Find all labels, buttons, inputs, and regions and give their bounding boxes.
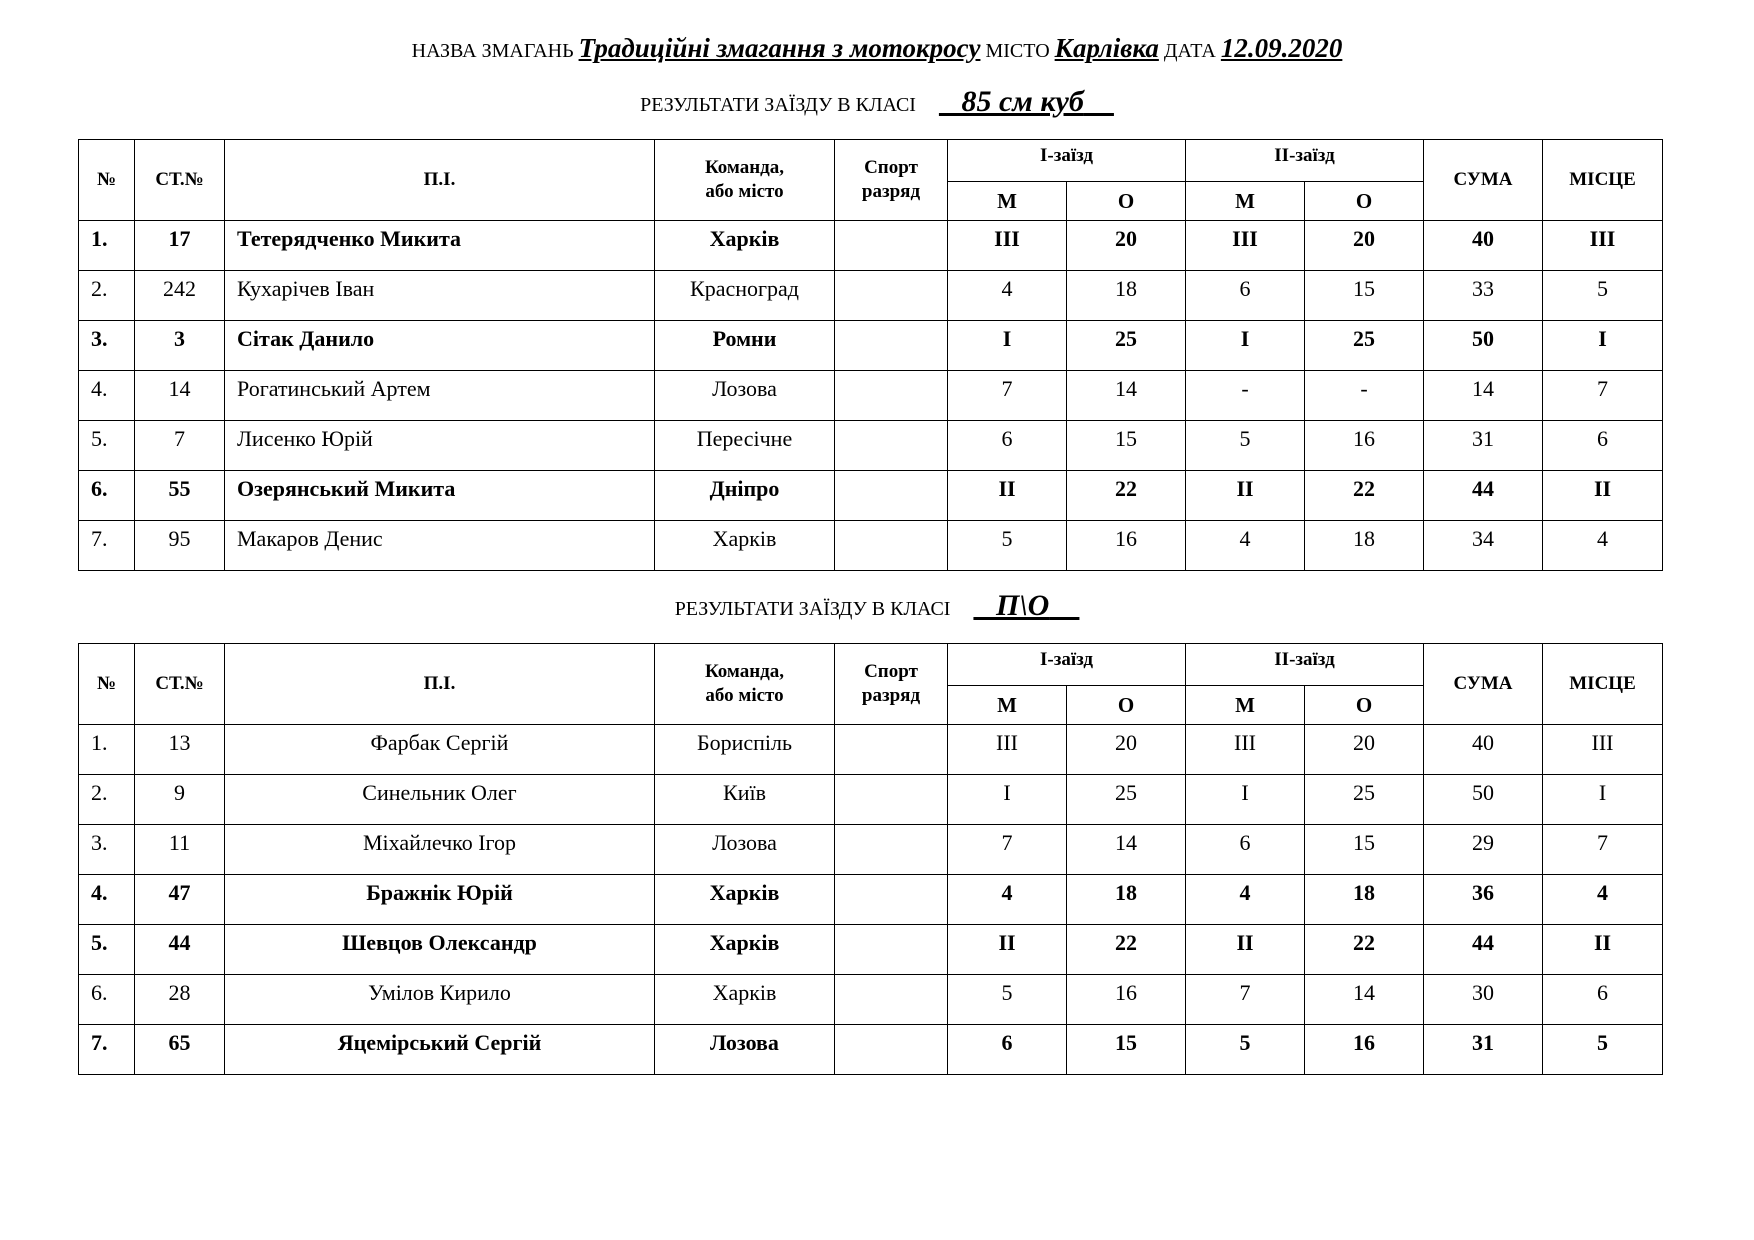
race2-place: II xyxy=(1186,925,1305,975)
sport-rank xyxy=(835,825,948,875)
start-number: 14 xyxy=(135,371,225,421)
rider-name: Умілов Кирило xyxy=(225,975,655,1025)
sport-rank xyxy=(835,775,948,825)
race2-points: 18 xyxy=(1305,521,1424,571)
race2-points: 20 xyxy=(1305,725,1424,775)
race2-points: 25 xyxy=(1305,775,1424,825)
col-sum: СУМА xyxy=(1424,644,1543,725)
total-points: 36 xyxy=(1424,875,1543,925)
rider-name: Фарбак Сергій xyxy=(225,725,655,775)
race1-points: 16 xyxy=(1067,975,1186,1025)
table-row xyxy=(79,825,1663,875)
results-table-2 xyxy=(78,643,1663,1075)
race1-points: 25 xyxy=(1067,321,1186,371)
final-place: I xyxy=(1543,321,1663,371)
final-place: 5 xyxy=(1543,271,1663,321)
start-number: 7 xyxy=(135,421,225,471)
city-value: Карлівка xyxy=(1054,33,1159,63)
col-name: П.І. xyxy=(225,644,655,725)
team-city: Харків xyxy=(655,875,835,925)
race2-place: I xyxy=(1186,775,1305,825)
col-name: П.І. xyxy=(225,140,655,221)
row-number: 4. xyxy=(79,875,135,925)
start-number: 242 xyxy=(135,271,225,321)
start-number: 44 xyxy=(135,925,225,975)
competition-name: Традиційні змагання з мотокросу xyxy=(578,33,981,63)
competition-header xyxy=(0,30,1754,69)
total-points: 14 xyxy=(1424,371,1543,421)
race1-points: 20 xyxy=(1067,725,1186,775)
team-city: Лозова xyxy=(655,371,835,421)
row-number: 7. xyxy=(79,1025,135,1075)
final-place: 6 xyxy=(1543,421,1663,471)
team-city: Харків xyxy=(655,221,835,271)
class-name: 85 см куб xyxy=(961,85,1084,118)
table-row xyxy=(79,271,1663,321)
rider-name: Кухарічев Іван xyxy=(225,271,655,321)
total-points: 44 xyxy=(1424,925,1543,975)
race1-place: II xyxy=(948,925,1067,975)
total-points: 30 xyxy=(1424,975,1543,1025)
row-number: 6. xyxy=(79,471,135,521)
row-number: 2. xyxy=(79,775,135,825)
team-city: Лозова xyxy=(655,1025,835,1075)
final-place: I xyxy=(1543,775,1663,825)
race1-place: I xyxy=(948,321,1067,371)
col-no: № xyxy=(79,140,135,221)
class-title-label: РЕЗУЛЬТАТИ ЗАЇЗДУ В КЛАСІ xyxy=(640,94,916,116)
race2-place: III xyxy=(1186,725,1305,775)
race1-place: 4 xyxy=(948,875,1067,925)
table-row xyxy=(79,1025,1663,1075)
sport-rank xyxy=(835,725,948,775)
race1-points: 22 xyxy=(1067,471,1186,521)
race1-place: I xyxy=(948,775,1067,825)
sport-rank xyxy=(835,321,948,371)
class-title-2 xyxy=(0,586,1754,629)
race1-points: 18 xyxy=(1067,271,1186,321)
race1-points: 20 xyxy=(1067,221,1186,271)
race1-points: 18 xyxy=(1067,875,1186,925)
team-city: Ромни xyxy=(655,321,835,371)
table-row xyxy=(79,371,1663,421)
team-city: Лозова xyxy=(655,825,835,875)
col-race2-o: О xyxy=(1305,182,1424,221)
class-title-label: РЕЗУЛЬТАТИ ЗАЇЗДУ В КЛАСІ xyxy=(674,598,951,620)
col-race2-o: О xyxy=(1305,686,1424,725)
final-place: III xyxy=(1543,221,1663,271)
col-race2: II-заїзд xyxy=(1186,140,1424,182)
rider-name: Лисенко Юрій xyxy=(225,421,655,471)
row-number: 3. xyxy=(79,321,135,371)
table-row xyxy=(79,421,1663,471)
race2-place: 5 xyxy=(1186,421,1305,471)
total-points: 31 xyxy=(1424,421,1543,471)
table-row xyxy=(79,471,1663,521)
table-row xyxy=(79,875,1663,925)
rider-name: Сітак Данило xyxy=(225,321,655,371)
rider-name: Рогатинський Артем xyxy=(225,371,655,421)
total-points: 50 xyxy=(1424,775,1543,825)
race2-place: - xyxy=(1186,371,1305,421)
table-row xyxy=(79,521,1663,571)
race1-points: 25 xyxy=(1067,775,1186,825)
race2-points: 22 xyxy=(1305,471,1424,521)
race2-place: 6 xyxy=(1186,271,1305,321)
race1-place: 4 xyxy=(948,271,1067,321)
sport-rank xyxy=(835,975,948,1025)
race1-place: 5 xyxy=(948,975,1067,1025)
final-place: 7 xyxy=(1543,371,1663,421)
race2-points: 15 xyxy=(1305,825,1424,875)
col-place: МІСЦЕ xyxy=(1543,140,1663,221)
date-value: 12.09.2020 xyxy=(1220,33,1343,63)
start-number: 47 xyxy=(135,875,225,925)
race1-place: 7 xyxy=(948,825,1067,875)
sport-rank xyxy=(835,271,948,321)
col-race2-m: М xyxy=(1186,182,1305,221)
race1-points: 15 xyxy=(1067,421,1186,471)
final-place: III xyxy=(1543,725,1663,775)
total-points: 40 xyxy=(1424,221,1543,271)
start-number: 17 xyxy=(135,221,225,271)
rider-name: Озерянський Микита xyxy=(225,471,655,521)
race1-points: 15 xyxy=(1067,1025,1186,1075)
row-number: 2. xyxy=(79,271,135,321)
race2-place: II xyxy=(1186,471,1305,521)
team-city: Дніпро xyxy=(655,471,835,521)
total-points: 40 xyxy=(1424,725,1543,775)
race2-points: 14 xyxy=(1305,975,1424,1025)
total-points: 29 xyxy=(1424,825,1543,875)
rider-name: Яцемірський Сергій xyxy=(225,1025,655,1075)
table-row xyxy=(79,221,1663,271)
race2-points: 20 xyxy=(1305,221,1424,271)
col-team: Команда, або місто xyxy=(655,140,835,221)
col-sum: СУМА xyxy=(1424,140,1543,221)
row-number: 5. xyxy=(79,421,135,471)
sport-rank xyxy=(835,421,948,471)
race1-place: 7 xyxy=(948,371,1067,421)
final-place: 4 xyxy=(1543,521,1663,571)
start-number: 95 xyxy=(135,521,225,571)
sport-rank xyxy=(835,471,948,521)
race2-place: 6 xyxy=(1186,825,1305,875)
table-row xyxy=(79,975,1663,1025)
race2-points: 15 xyxy=(1305,271,1424,321)
total-points: 33 xyxy=(1424,271,1543,321)
sport-rank xyxy=(835,371,948,421)
col-start-no: СТ.№ xyxy=(135,644,225,725)
row-number: 3. xyxy=(79,825,135,875)
race2-points: - xyxy=(1305,371,1424,421)
table-row xyxy=(79,925,1663,975)
rider-name: Макаров Денис xyxy=(225,521,655,571)
row-number: 7. xyxy=(79,521,135,571)
date-label: ДАТА xyxy=(1163,40,1216,62)
rider-name: Міхайлечко Ігор xyxy=(225,825,655,875)
col-race1-m: М xyxy=(948,182,1067,221)
race2-points: 16 xyxy=(1305,1025,1424,1075)
col-race1: I-заїзд xyxy=(948,644,1186,686)
col-team: Команда, або місто xyxy=(655,644,835,725)
start-number: 13 xyxy=(135,725,225,775)
start-number: 11 xyxy=(135,825,225,875)
col-rank: Спорт разряд xyxy=(835,140,948,221)
class-name: П\О xyxy=(995,589,1050,622)
col-race1-o: О xyxy=(1067,182,1186,221)
final-place: II xyxy=(1543,471,1663,521)
col-race2: II-заїзд xyxy=(1186,644,1424,686)
rider-name: Тетерядченко Микита xyxy=(225,221,655,271)
sport-rank xyxy=(835,221,948,271)
sport-rank xyxy=(835,875,948,925)
team-city: Харків xyxy=(655,925,835,975)
row-number: 5. xyxy=(79,925,135,975)
total-points: 31 xyxy=(1424,1025,1543,1075)
col-race1-o: О xyxy=(1067,686,1186,725)
team-city: Київ xyxy=(655,775,835,825)
table-row xyxy=(79,775,1663,825)
col-place: МІСЦЕ xyxy=(1543,644,1663,725)
race1-place: II xyxy=(948,471,1067,521)
race2-place: I xyxy=(1186,321,1305,371)
team-city: Красноград xyxy=(655,271,835,321)
col-no: № xyxy=(79,644,135,725)
race1-place: III xyxy=(948,725,1067,775)
team-city: Харків xyxy=(655,975,835,1025)
total-points: 44 xyxy=(1424,471,1543,521)
race2-points: 25 xyxy=(1305,321,1424,371)
final-place: 4 xyxy=(1543,875,1663,925)
race1-place: III xyxy=(948,221,1067,271)
race2-place: 4 xyxy=(1186,875,1305,925)
start-number: 3 xyxy=(135,321,225,371)
col-race2-m: М xyxy=(1186,686,1305,725)
table-row xyxy=(79,321,1663,371)
table-row xyxy=(79,725,1663,775)
race1-points: 14 xyxy=(1067,371,1186,421)
total-points: 34 xyxy=(1424,521,1543,571)
race2-place: 5 xyxy=(1186,1025,1305,1075)
col-race1: I-заїзд xyxy=(948,140,1186,182)
race1-points: 16 xyxy=(1067,521,1186,571)
total-points: 50 xyxy=(1424,321,1543,371)
rider-name: Синельник Олег xyxy=(225,775,655,825)
final-place: 7 xyxy=(1543,825,1663,875)
row-number: 1. xyxy=(79,725,135,775)
sport-rank xyxy=(835,925,948,975)
class-title-1 xyxy=(0,82,1754,125)
final-place: II xyxy=(1543,925,1663,975)
start-number: 65 xyxy=(135,1025,225,1075)
col-start-no: СТ.№ xyxy=(135,140,225,221)
race2-place: III xyxy=(1186,221,1305,271)
col-race1-m: М xyxy=(948,686,1067,725)
competition-label: НАЗВА ЗМАГАНЬ xyxy=(411,40,574,62)
race2-place: 4 xyxy=(1186,521,1305,571)
team-city: Бориспіль xyxy=(655,725,835,775)
race1-points: 22 xyxy=(1067,925,1186,975)
team-city: Пересічне xyxy=(655,421,835,471)
final-place: 6 xyxy=(1543,975,1663,1025)
final-place: 5 xyxy=(1543,1025,1663,1075)
results-table-1 xyxy=(78,139,1663,571)
race1-place: 6 xyxy=(948,1025,1067,1075)
race2-points: 18 xyxy=(1305,875,1424,925)
start-number: 9 xyxy=(135,775,225,825)
start-number: 55 xyxy=(135,471,225,521)
rider-name: Бражнік Юрій xyxy=(225,875,655,925)
race1-place: 5 xyxy=(948,521,1067,571)
sport-rank xyxy=(835,1025,948,1075)
team-city: Харків xyxy=(655,521,835,571)
row-number: 6. xyxy=(79,975,135,1025)
col-rank: Спорт разряд xyxy=(835,644,948,725)
race1-points: 14 xyxy=(1067,825,1186,875)
row-number: 1. xyxy=(79,221,135,271)
city-label: МІСТО xyxy=(985,40,1050,62)
race1-place: 6 xyxy=(948,421,1067,471)
rider-name: Шевцов Олександр xyxy=(225,925,655,975)
start-number: 28 xyxy=(135,975,225,1025)
race2-points: 22 xyxy=(1305,925,1424,975)
race2-points: 16 xyxy=(1305,421,1424,471)
sport-rank xyxy=(835,521,948,571)
race2-place: 7 xyxy=(1186,975,1305,1025)
row-number: 4. xyxy=(79,371,135,421)
